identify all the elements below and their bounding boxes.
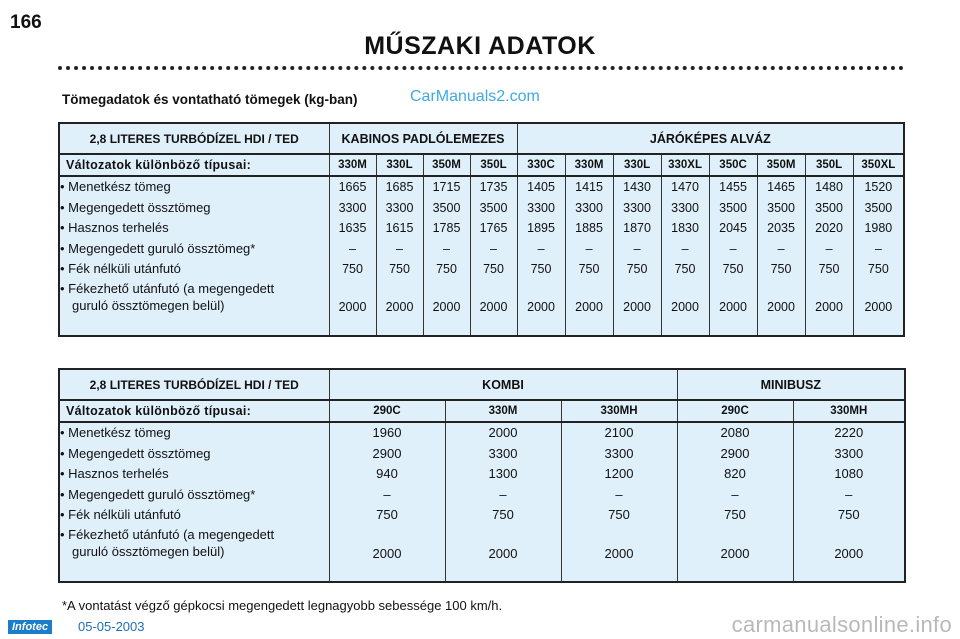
spec-value: –: [537, 241, 545, 256]
spec-value: –: [383, 486, 391, 502]
spec-value: 750: [674, 262, 696, 276]
footnote: *A vontatást végző gépkocsi megengedett legnagyobb sebessége 100 km/h.: [62, 598, 503, 613]
spec-value: 3300: [671, 200, 699, 215]
value-column: [423, 176, 470, 336]
value-column: [613, 176, 661, 336]
value-column: [709, 176, 757, 336]
spec-value: 1520: [864, 180, 893, 194]
spec-value: 1870: [623, 221, 651, 235]
spec-value: –: [825, 241, 833, 256]
variants-label: Változatok különböző típusai:: [59, 154, 329, 176]
spec-value: 3300: [385, 200, 414, 215]
spec-value: 3300: [575, 200, 603, 215]
spec-value: 1735: [479, 180, 508, 194]
spec-value: 750: [342, 262, 363, 276]
watermark-top: CarManuals2.com: [410, 88, 540, 105]
spec-value: 750: [483, 262, 504, 276]
spec-label: • Fék nélküli utánfutó: [60, 507, 181, 522]
group-header-cab-floor: KABINOS PADLÓLEMEZES: [329, 123, 517, 154]
spec-value: 1430: [623, 180, 651, 194]
group-header-minibus: MINIBUSZ: [677, 369, 905, 400]
value-column: [793, 422, 905, 582]
variant-header: 330C: [517, 154, 565, 176]
spec-value: –: [396, 241, 403, 256]
variant-header: 330MH: [793, 400, 905, 422]
variant-header: 290C: [329, 400, 445, 422]
spec-value: 750: [376, 507, 398, 522]
value-column: [853, 176, 904, 336]
spec-value: 3500: [432, 200, 461, 215]
spec-value: 1830: [671, 221, 699, 235]
spec-value: –: [729, 241, 737, 256]
spec-value: 2900: [372, 445, 402, 461]
spec-value: –: [615, 486, 623, 502]
spec-value: 1685: [385, 180, 414, 194]
spec-value: 3300: [834, 445, 864, 461]
variant-header: 350L: [470, 154, 517, 176]
spec-label-line: • Fékezhető utánfutó (a megengedett: [60, 526, 275, 542]
value-column: [565, 176, 613, 336]
variant-header: 330L: [613, 154, 661, 176]
spec-value: 3300: [604, 445, 634, 461]
spec-label: • Megengedett guruló össztömeg*: [60, 240, 256, 256]
variant-header: 330M: [445, 400, 561, 422]
spec-label: • Megengedett guruló össztömeg*: [60, 486, 256, 502]
spec-labels: [59, 422, 329, 582]
spec-value: 1765: [479, 221, 508, 235]
group-header-kombi: KOMBI: [329, 369, 677, 400]
spec-value: 1980: [864, 221, 893, 235]
spec-value: 3500: [479, 200, 508, 215]
spec-value: 1300: [488, 466, 518, 481]
spec-value: 2000: [575, 299, 603, 314]
spec-value: –: [443, 241, 450, 256]
spec-table-passenger: [58, 368, 906, 583]
spec-value: 2000: [720, 545, 750, 561]
spec-label: • Megengedett össztömeg: [60, 445, 211, 461]
watermark-bottom: carmanualsonline.info: [731, 612, 952, 637]
variant-header: 350L: [805, 154, 853, 176]
spec-value: 1635: [338, 221, 367, 235]
spec-label: • Menetkész tömeg: [60, 179, 171, 194]
spec-value: –: [349, 241, 356, 256]
spec-value: –: [490, 241, 497, 256]
spec-value: 2220: [834, 425, 864, 440]
spec-value: 2000: [527, 299, 555, 314]
spec-label-line: • Fékezhető utánfutó (a megengedett: [60, 280, 275, 296]
spec-value: 750: [722, 262, 744, 276]
value-column: [376, 176, 423, 336]
spec-value: 2000: [604, 545, 634, 561]
value-column: [661, 176, 709, 336]
spec-value: 1785: [432, 221, 461, 235]
variants-label: Változatok különböző típusai:: [59, 400, 329, 422]
variant-header: 350M: [757, 154, 805, 176]
spec-value: 2000: [767, 299, 795, 314]
page-title: MŰSZAKI ADATOK: [364, 32, 596, 60]
variant-header: 330M: [329, 154, 376, 176]
spec-value: 2045: [719, 221, 747, 235]
publisher-logo: Infotec: [8, 620, 52, 634]
spec-value: 1415: [575, 180, 603, 194]
spec-value: –: [499, 486, 507, 502]
spec-value: 1405: [527, 180, 555, 194]
spec-value: 750: [867, 262, 889, 276]
spec-value: 3500: [767, 200, 795, 215]
spec-value: –: [633, 241, 641, 256]
spec-label-multiline: [60, 280, 329, 316]
spec-value: 2000: [834, 545, 864, 561]
spec-value: 750: [837, 507, 860, 522]
group-header-chassis: JÁRÓKÉPES ALVÁZ: [517, 123, 904, 154]
spec-value: –: [777, 241, 785, 256]
spec-value: 2000: [338, 299, 367, 314]
spec-value: 750: [770, 262, 792, 276]
value-column: [517, 176, 565, 336]
spec-value: 750: [436, 262, 457, 276]
spec-value: 2000: [372, 545, 402, 561]
section-subtitle: Tömegadatok és vontatható tömegek (kg-ban): [62, 92, 358, 107]
variant-header: 330MH: [561, 400, 677, 422]
spec-value: 1465: [767, 180, 795, 194]
spec-value: 750: [492, 507, 514, 522]
value-column: [677, 422, 793, 582]
spec-value: –: [874, 241, 882, 256]
spec-value: 2000: [488, 545, 518, 561]
spec-value: –: [585, 241, 593, 256]
spec-value: 1455: [719, 180, 747, 194]
spec-label: • Megengedett össztömeg: [60, 199, 211, 215]
value-column: [329, 176, 376, 336]
spec-value: 750: [626, 262, 648, 276]
page-number: 166: [10, 12, 42, 33]
spec-value: 820: [724, 466, 746, 481]
variant-header: 350M: [423, 154, 470, 176]
value-column: [329, 422, 445, 582]
spec-value: 2000: [479, 299, 508, 314]
engine-header: 2,8 LITERES TURBÓDÍZEL HDI / TED: [89, 377, 299, 392]
spec-label: • Menetkész tömeg: [60, 425, 171, 440]
spec-value: 3300: [488, 445, 518, 461]
spec-value: 1080: [834, 466, 864, 481]
spec-label-line: guruló össztömegen belül): [72, 297, 225, 313]
variant-header: 350C: [709, 154, 757, 176]
variant-header: 330XL: [661, 154, 709, 176]
spec-value: 750: [530, 262, 552, 276]
spec-label-line: guruló össztömegen belül): [72, 543, 225, 559]
variant-header: 350XL: [853, 154, 904, 176]
spec-value: –: [845, 486, 853, 502]
spec-value: 1960: [372, 425, 402, 440]
spec-value: 1470: [671, 180, 699, 194]
spec-value: 2000: [719, 299, 747, 314]
spec-value: 3500: [719, 200, 747, 215]
spec-label: • Hasznos terhelés: [60, 466, 169, 481]
spec-value: 750: [818, 262, 840, 276]
variant-header: 330M: [565, 154, 613, 176]
spec-value: 750: [578, 262, 600, 276]
spec-label: • Fék nélküli utánfutó: [60, 261, 181, 276]
spec-value: 1715: [432, 180, 461, 194]
spec-value: 940: [376, 466, 398, 481]
spec-value: 2000: [623, 299, 651, 314]
spec-value: 2000: [671, 299, 699, 314]
spec-value: 3300: [338, 200, 367, 215]
spec-value: 2900: [720, 445, 750, 461]
spec-value: 2000: [432, 299, 461, 314]
spec-value: 3500: [815, 200, 843, 215]
value-column: [805, 176, 853, 336]
spec-value: 1480: [815, 180, 843, 194]
spec-label-multiline: [60, 526, 329, 562]
engine-header: 2,8 LITERES TURBÓDÍZEL HDI / TED: [89, 131, 299, 146]
spec-value: 2000: [864, 299, 893, 314]
dotted-divider: [58, 66, 904, 70]
spec-value: 750: [608, 507, 630, 522]
spec-value: 750: [724, 507, 746, 522]
footer-date: 05-05-2003: [78, 619, 145, 634]
value-column: [445, 422, 561, 582]
spec-value: 2035: [767, 221, 795, 235]
spec-value: 1895: [527, 221, 555, 235]
spec-value: 1665: [338, 180, 367, 194]
variant-header: 290C: [677, 400, 793, 422]
spec-value: 3500: [864, 200, 893, 215]
spec-value: 2000: [385, 299, 414, 314]
spec-value: 1200: [604, 466, 634, 481]
spec-value: –: [681, 241, 689, 256]
spec-value: 3300: [527, 200, 555, 215]
spec-value: 1615: [385, 221, 414, 235]
value-column: [470, 176, 517, 336]
spec-value: 3300: [623, 200, 651, 215]
variant-header: 330L: [376, 154, 423, 176]
spec-value: 2100: [604, 425, 634, 440]
spec-labels: [59, 176, 329, 336]
spec-table-chassis: [58, 122, 905, 337]
spec-value: 1885: [575, 221, 603, 235]
value-column: [561, 422, 677, 582]
spec-value: –: [731, 486, 739, 502]
spec-value: 2000: [488, 425, 518, 440]
spec-value: 2000: [815, 299, 843, 314]
value-column: [757, 176, 805, 336]
spec-value: 2020: [815, 221, 843, 235]
spec-value: 2080: [720, 425, 750, 440]
spec-value: 750: [389, 262, 410, 276]
spec-label: • Hasznos terhelés: [60, 220, 169, 235]
